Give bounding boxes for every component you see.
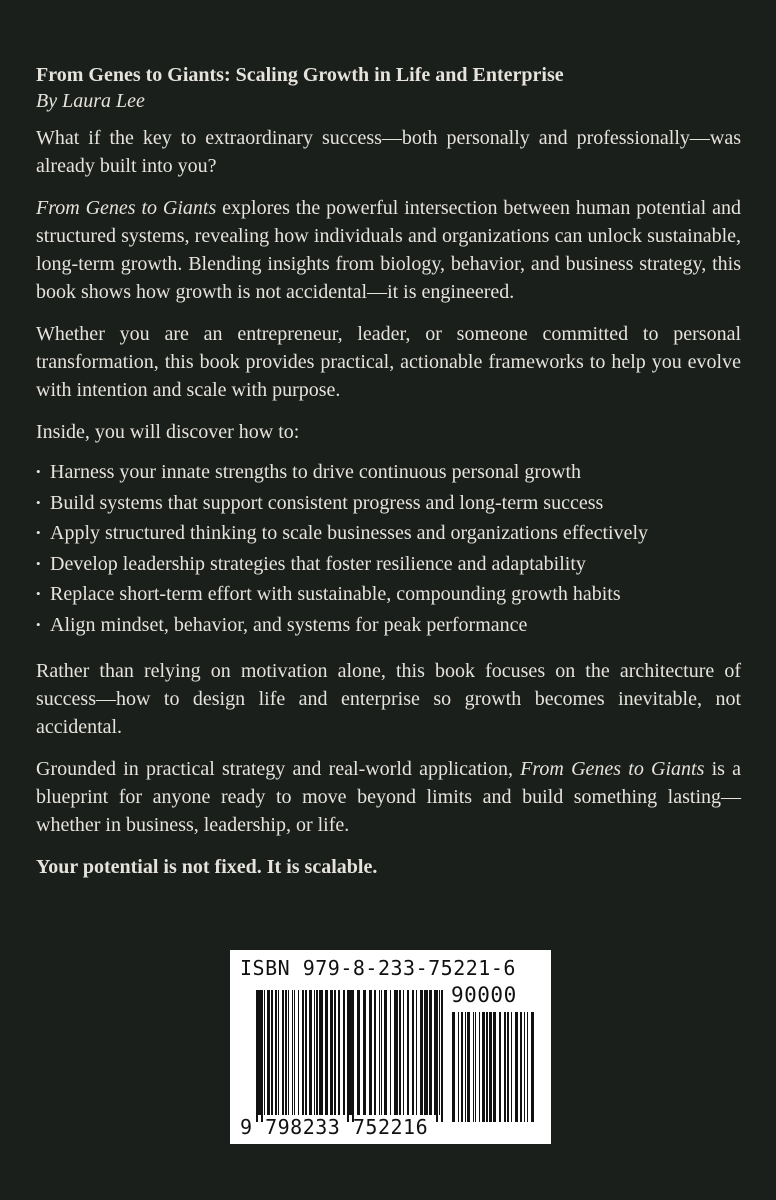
book-author: By Laura Lee <box>36 90 145 112</box>
price-code: 90000 <box>451 983 517 1007</box>
book-title: From Genes to Giants: Scaling Growth in Life and Enterprise <box>36 64 564 86</box>
list-item: • Apply structured thinking to scale businesses and organizations effectively <box>36 519 741 550</box>
ean-digits: 9 798233 752216 <box>240 1115 429 1139</box>
list-item: • Replace short-term effort with sustainable, compounding growth habits <box>36 580 741 611</box>
approach-paragraph: Rather than relying on motivation alone, this book focuses on the architecture of success—how to design life and enterprise so growth becomes inevitable, not accidental. <box>36 660 741 738</box>
isbn-barcode <box>230 950 551 1144</box>
bullet-icon: • <box>36 586 41 601</box>
intro-paragraph: What if the key to extraordinary success—both personally and professionally—was already built into you? <box>36 127 741 177</box>
summary-paragraph: Grounded in practical strategy and real-world application, From Genes to Giants is a blueprint for anyone ready to move beyond limits and build something lasting—whether in business, leadership, or life. <box>36 758 742 836</box>
bullet-icon: • <box>36 616 41 632</box>
description-paragraph <box>36 194 741 306</box>
list-item: • Develop leadership strategies that foster resilience and adaptability <box>36 550 741 581</box>
book-title-italic: From Genes to Giants <box>36 197 217 219</box>
list-item: • Build systems that support consistent progress and long-term success <box>36 489 741 520</box>
list-item: • Harness your innate strengths to drive continuous personal growth <box>36 458 741 489</box>
blurb <box>36 62 741 881</box>
isbn-label: ISBN 979-8-233-75221-6 <box>240 956 516 980</box>
benefits-list <box>36 458 741 641</box>
bullet-icon: • <box>36 525 41 540</box>
inside-label: Inside, you will discover how to: <box>36 421 300 443</box>
description-text: explores the powerful intersection between human potential and structured systems, revealing how individuals and organizations can unlock sustainable, long-term growth. Blending insights from biology, behavior, and business strategy, this book shows how growth is not accidental—it is engineered. <box>36 197 742 303</box>
bullet-icon: • <box>36 555 41 571</box>
bullet-icon: • <box>36 464 41 479</box>
audience-paragraph: Whether you are an entrepreneur, leader, or someone committed to personal transformation, this book provides practical, actionable frameworks to help you evolve with intention and scale with purpose. <box>36 323 741 401</box>
list-item: • Align mindset, behavior, and systems for peak performance <box>36 611 741 642</box>
closing-statement: Your potential is not fixed. It is scalable. <box>36 856 378 878</box>
book-title-italic: From Genes to Giants <box>520 758 705 780</box>
bullet-icon: • <box>36 494 41 510</box>
